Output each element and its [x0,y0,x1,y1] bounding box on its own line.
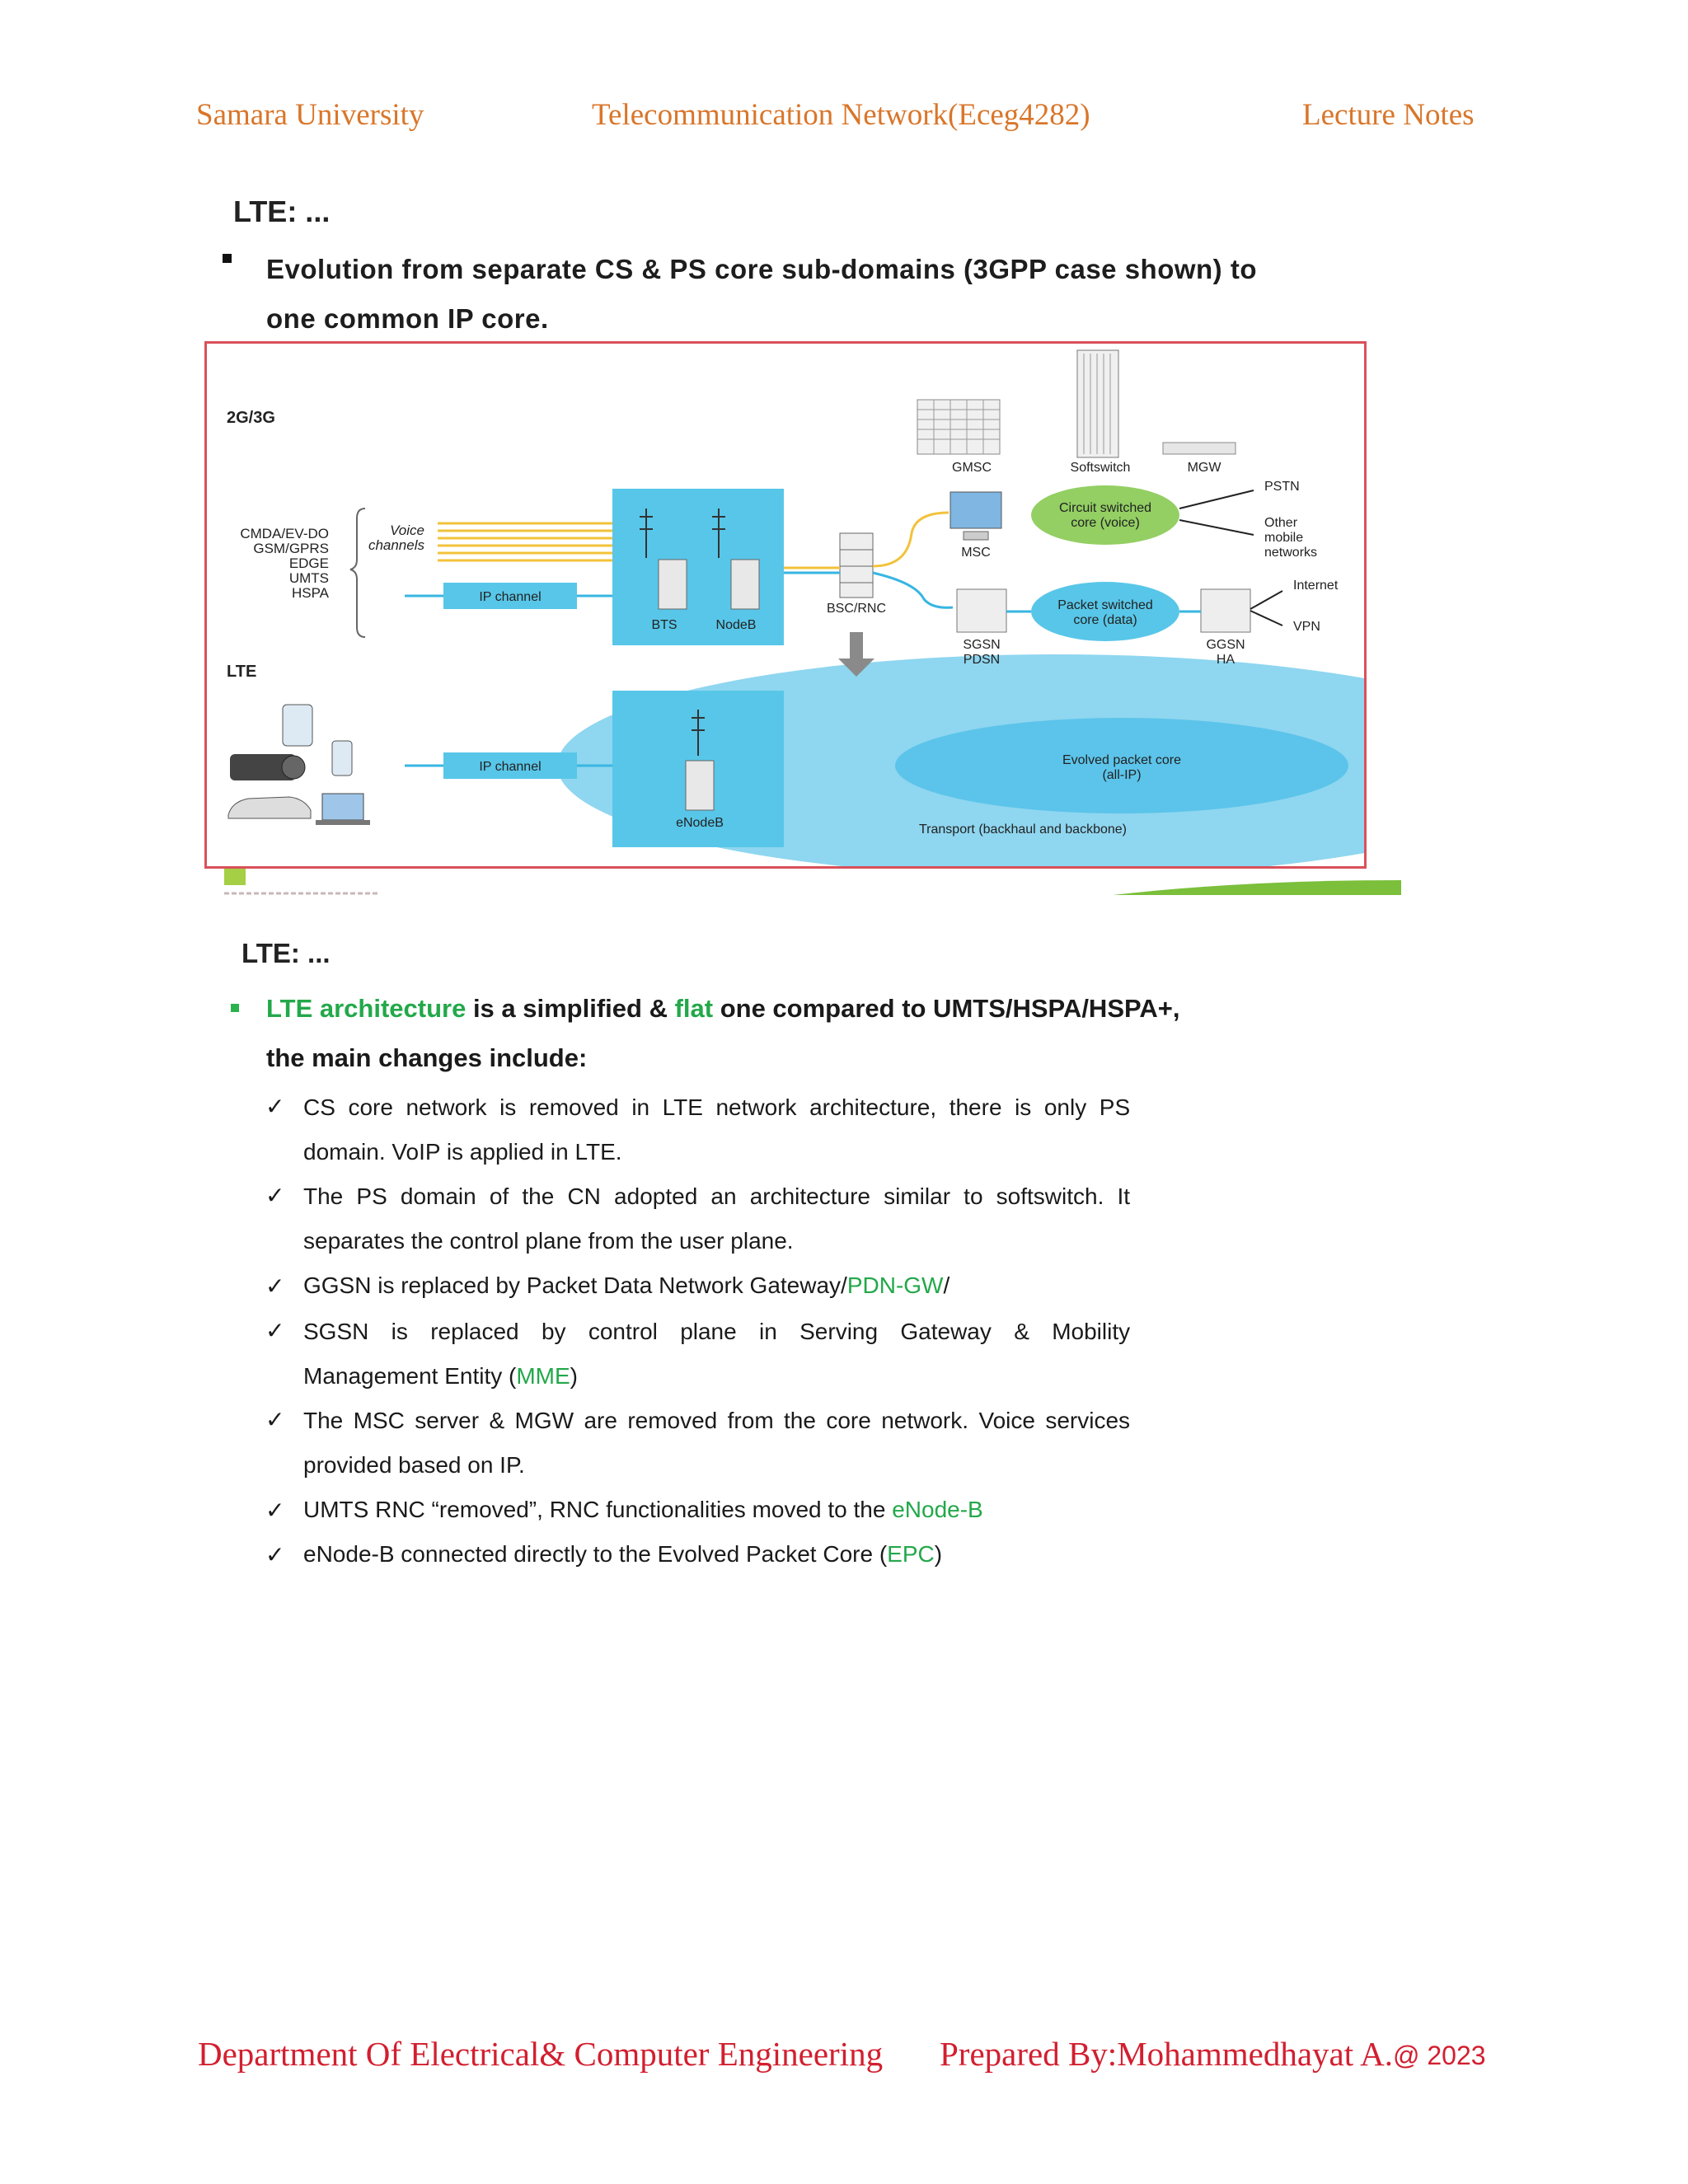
other-label: Other [1264,516,1298,530]
item5-line1: The MSC server & MGW are removed from the core network. Voice services [303,1408,1131,1433]
item4-line2: Management Entity (MME) [303,1363,578,1389]
softswitch-label: Softswitch [1070,461,1131,475]
check-icon: ✓ [265,1407,285,1432]
tech-umts: UMTS [288,570,329,586]
item2-line1: The PS domain of the CN adopted an architecture similar to softswitch. It [303,1183,1131,1209]
item1-line2: domain. VoIP is applied in LTE. [303,1139,622,1165]
label-2g3g: 2G/3G [227,409,275,427]
slide2-title: LTE: ... [241,938,331,968]
sgsn-icon [957,589,1006,632]
ip-channel-top: IP channel [479,590,542,604]
bsc-rnc-icon [840,533,873,598]
mobile-label: mobile [1264,531,1304,545]
item7-line1: eNode-B connected directly to the Evolved Packet Core (EPC) [303,1541,943,1567]
internet-label: Internet [1293,579,1339,593]
header-notes: Lecture Notes [1302,98,1475,132]
tech-cmda: CMDA/EV-DO [240,526,329,541]
item6-line1: UMTS RNC “removed”, RNC functionalities moved to the eNode-B [303,1497,983,1522]
slide2-intro-line2: the main changes include: [266,1043,588,1072]
tech-edge: EDGE [288,555,329,571]
vpn-label: VPN [1293,620,1320,634]
ggsn-label: GGSN [1206,638,1245,652]
item5-line2: provided based on IP. [303,1452,525,1478]
slide2-intro-line1: LTE architecture is a simplified & flat one compared to UMTS/HSPA/HSPA+, [266,994,1180,1023]
check-icon: ✓ [265,1497,285,1523]
header-course: Telecommunication Network(Eceg4282) [592,98,1090,132]
bts-label: BTS [651,618,678,632]
gmsc-label: GMSC [952,461,992,475]
networks-label: networks [1264,546,1318,560]
ha-label: HA [1216,653,1236,667]
tech-gsm: GSM/GPRS [253,541,329,556]
item3-line1: GGSN is replaced by Packet Data Network Gateway/PDN-GW/ [303,1272,950,1298]
circuit-core-ellipse [1031,485,1179,545]
gmsc-icon [917,400,1000,454]
packet-core-line1: Packet switched [1057,598,1153,612]
ggsn-icon [1201,589,1250,632]
check-icon: ✓ [265,1542,285,1568]
transport-label: Transport (backhaul and backbone) [919,823,1127,837]
epc-line1: Evolved packet core [1062,753,1182,767]
slide1-bullet-line1: Evolution from separate CS & PS core sub-domains (3GPP case shown) to [266,254,1257,284]
ip-channel-bottom: IP channel [479,760,542,774]
footer-year: @ 2023 [1393,2041,1486,2070]
mgw-icon [1163,443,1236,454]
label-lte: LTE [227,663,257,681]
epc-line2: (all-IP) [1102,768,1142,782]
header-university: Samara University [196,98,424,132]
phone-icon [332,741,352,776]
footer-author: Prepared By:Mohammedhayat A. [940,2035,1393,2073]
bullet-green-square [231,1004,239,1012]
mgw-label: MGW [1187,461,1221,475]
channels-label: channels [368,537,424,553]
laptop-icon [322,794,363,820]
packet-core-line2: core (data) [1073,613,1137,627]
pstn-label: PSTN [1264,480,1300,494]
item1-line1: CS core network is removed in LTE network architecture, there is only PS [303,1094,1131,1120]
enodeb-label: eNodeB [676,816,724,830]
msc-icon [950,492,1001,528]
check-icon: ✓ [265,1183,285,1208]
lte-evolution-diagram [204,341,1367,869]
slide-divider [223,867,1418,897]
bullet-square [223,247,229,264]
bsc-rnc-label: BSC/RNC [826,602,887,616]
check-icon: ✓ [265,1094,285,1119]
footer-department: Department Of Electrical& Computer Engineering [198,2035,884,2073]
voice-label: Voice [390,523,424,538]
nodeb-label: NodeB [715,618,757,632]
circuit-core-line1: Circuit switched [1058,501,1152,515]
circuit-core-line2: core (voice) [1071,516,1140,530]
item2-line2: separates the control plane from the user plane. [303,1228,794,1254]
sgsn-label: SGSN [963,638,1001,652]
car-icon [228,797,311,818]
tech-hspa: HSPA [291,585,329,601]
slide1-bullet-line2: one common IP core. [266,303,549,334]
mp3-player-icon [283,705,312,746]
slide1-title: LTE: ... [233,194,331,228]
check-icon: ✓ [265,1318,285,1343]
pdsn-label: PDSN [963,653,1001,667]
check-icon: ✓ [265,1273,285,1299]
msc-label: MSC [961,546,991,560]
item4-line1: SGSN is replaced by control plane in Serving Gateway & Mobility [303,1319,1131,1344]
